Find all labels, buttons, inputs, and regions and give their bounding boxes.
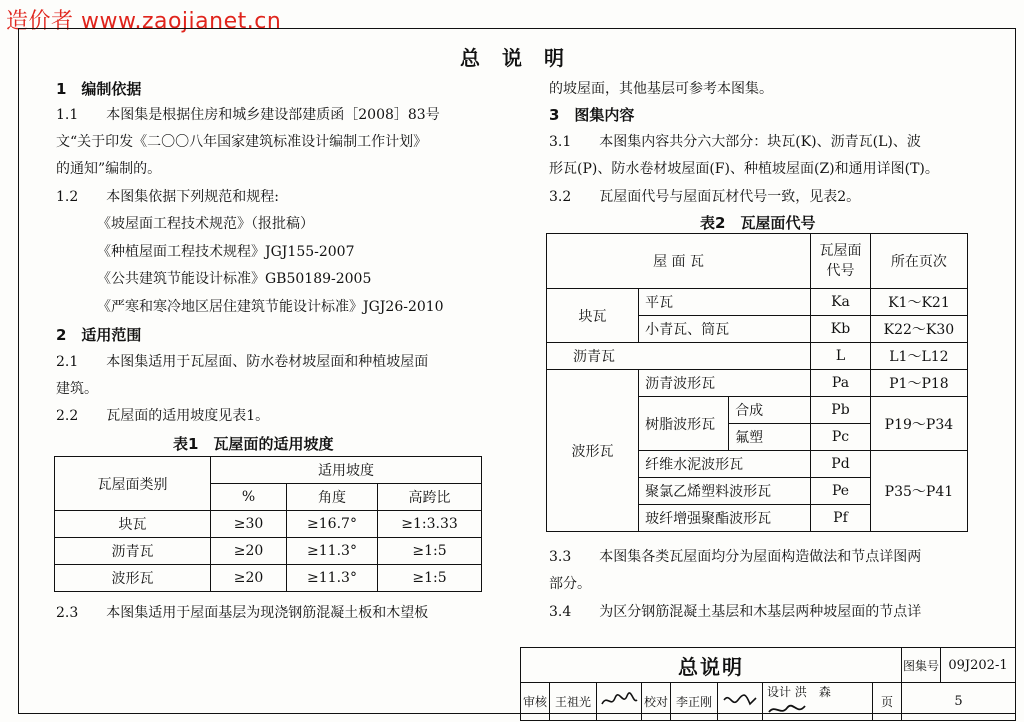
standard-1: 《坡屋面工程技术规范》（报批稿） bbox=[97, 216, 314, 232]
t2-cell: Kb bbox=[811, 316, 871, 343]
t2-cell: Pa bbox=[811, 370, 871, 397]
para-3-2: 3.2 瓦屋面代号与屋面瓦材代号一致，见表2。 bbox=[549, 189, 861, 205]
para-1-1b: 文“关于印发《二〇〇八年国家建筑标准设计编制工作计划》 bbox=[56, 134, 428, 150]
standard-2: 《种植屋面工程技术规程》JGJ155-2007 bbox=[97, 244, 355, 260]
tb-page-label: 页 bbox=[873, 683, 902, 721]
para-cont: 的坡屋面，其他基层可参考本图集。 bbox=[549, 81, 773, 97]
t1-cell: ≥30 bbox=[211, 511, 287, 538]
tb-design-label: 设计 bbox=[767, 685, 792, 699]
table-row bbox=[55, 565, 482, 592]
t2-cell: K1～K21 bbox=[870, 289, 967, 316]
table1 bbox=[54, 456, 482, 592]
tb-check-signature bbox=[718, 683, 763, 721]
t2-head-code-2: 代号 bbox=[826, 263, 855, 279]
t2-cell: Pc bbox=[811, 424, 871, 451]
t1-cell: ≥1:3.33 bbox=[378, 511, 482, 538]
tb-design-name: 洪 森 bbox=[794, 685, 831, 699]
t1-cell: ≥20 bbox=[211, 565, 287, 592]
t2-cell: 纤维水泥波形瓦 bbox=[639, 451, 811, 478]
para-3-3a: 3.3 本图集各类瓦屋面均分为屋面构造做法和节点详图两 bbox=[549, 549, 922, 565]
table-row bbox=[547, 370, 968, 397]
t2-cell: 小青瓦、筒瓦 bbox=[639, 316, 811, 343]
t1-cell: 沥青瓦 bbox=[55, 538, 211, 565]
signature-icon bbox=[720, 690, 760, 710]
tb-check-label: 校对 bbox=[642, 683, 671, 721]
t2-cell: 氟塑 bbox=[729, 424, 811, 451]
tb-check-name: 李正刚 bbox=[671, 683, 718, 721]
signature-icon bbox=[767, 700, 807, 720]
t2-cell: K22～K30 bbox=[870, 316, 967, 343]
t1-head-type: 瓦屋面类别 bbox=[55, 457, 211, 511]
table-row bbox=[55, 538, 482, 565]
t2-cell-other-pages: P35～P41 bbox=[870, 451, 967, 532]
t2-cell-resin: 树脂波形瓦 bbox=[639, 397, 729, 451]
t2-head-code-1: 瓦屋面 bbox=[819, 243, 862, 259]
para-3-3b: 部分。 bbox=[549, 576, 591, 592]
standard-3: 《公共建筑节能设计标准》GB50189-2005 bbox=[97, 271, 372, 287]
para-3-1b: 形瓦(P)、防水卷材坡屋面(F)、种植坡屋面(Z)和通用详图(T)。 bbox=[549, 161, 939, 177]
t1-head-ratio: 高跨比 bbox=[378, 484, 482, 511]
t2-cell: Pe bbox=[811, 478, 871, 505]
title-block-table bbox=[520, 647, 1016, 721]
tb-drawing-name: 总说明 bbox=[521, 648, 902, 683]
t2-head-tile: 屋 面 瓦 bbox=[547, 234, 811, 289]
para-2-2: 2.2 瓦屋面的适用坡度见表1。 bbox=[56, 408, 270, 424]
heading-scope: 2 适用范围 bbox=[56, 326, 142, 344]
table1-caption: 表1 瓦屋面的适用坡度 bbox=[173, 435, 334, 453]
t2-cell: L bbox=[811, 343, 871, 370]
t1-cell: ≥11.3° bbox=[287, 538, 378, 565]
t2-cell: 玻纤增强聚酯波形瓦 bbox=[639, 505, 811, 532]
para-2-3: 2.3 本图集适用于屋面基层为现浇钢筋混凝土板和木望板 bbox=[56, 605, 429, 621]
table2 bbox=[546, 233, 968, 532]
t2-cell: Pb bbox=[811, 397, 871, 424]
title-block bbox=[520, 647, 1016, 714]
tb-atlas-no: 09J202-1 bbox=[941, 648, 1016, 683]
watermark: 造价者 www.zaojianet.cn bbox=[6, 9, 282, 34]
para-1-2: 1.2 本图集依据下列规范和规程: bbox=[56, 189, 279, 205]
tb-page-no: 5 bbox=[902, 683, 1016, 721]
t1-head-angle: 角度 bbox=[287, 484, 378, 511]
table-row bbox=[547, 289, 968, 316]
para-2-1a: 2.1 本图集适用于瓦屋面、防水卷材坡屋面和种植坡屋面 bbox=[56, 354, 429, 370]
para-3-4: 3.4 为区分钢筋混凝土基层和木基层两种坡屋面的节点详 bbox=[549, 604, 922, 620]
para-2-1b: 建筑。 bbox=[56, 381, 98, 397]
signature-icon bbox=[599, 690, 639, 710]
t2-cell: Pf bbox=[811, 505, 871, 532]
t2-cell-wave: 波形瓦 bbox=[547, 370, 639, 532]
para-1-1c: 的通知”编制的。 bbox=[56, 161, 162, 177]
t2-head-pages: 所在页次 bbox=[870, 234, 967, 289]
standard-4: 《严寒和寒冷地区居住建筑节能设计标准》JGJ26-2010 bbox=[97, 299, 444, 315]
tb-review-signature bbox=[597, 683, 642, 721]
t1-cell: ≥20 bbox=[211, 538, 287, 565]
para-1-1a: 1.1 本图集是根据住房和城乡建设部建质函［2008］83号 bbox=[56, 107, 440, 123]
t1-cell: ≥1:5 bbox=[378, 565, 482, 592]
para-3-1a: 3.1 本图集内容共分六大部分：块瓦(K)、沥青瓦(L)、波 bbox=[549, 134, 921, 150]
t2-cell: 合成 bbox=[729, 397, 811, 424]
heading-basis: 1 编制依据 bbox=[56, 80, 142, 98]
t1-cell: 块瓦 bbox=[55, 511, 211, 538]
t1-head-slope: 适用坡度 bbox=[211, 457, 482, 484]
t1-cell: ≥1:5 bbox=[378, 538, 482, 565]
t2-cell: 平瓦 bbox=[639, 289, 811, 316]
t2-cell: Pd bbox=[811, 451, 871, 478]
t1-cell: 波形瓦 bbox=[55, 565, 211, 592]
table-row bbox=[55, 511, 482, 538]
page-title: 总说明 bbox=[460, 46, 586, 70]
t2-cell: 沥青瓦 bbox=[547, 343, 811, 370]
t1-head-pct: % bbox=[211, 484, 287, 511]
t2-cell: Ka bbox=[811, 289, 871, 316]
t2-cell: L1～L12 bbox=[870, 343, 967, 370]
tb-review-label: 审核 bbox=[521, 683, 550, 721]
tb-review-name: 王祖光 bbox=[550, 683, 597, 721]
heading-contents: 3 图集内容 bbox=[549, 106, 635, 124]
tb-atlas-label: 图集号 bbox=[902, 648, 941, 683]
t2-cell-resin-pages: P19～P34 bbox=[870, 397, 967, 451]
t2-cell: 聚氯乙烯塑料波形瓦 bbox=[639, 478, 811, 505]
t1-cell: ≥11.3° bbox=[287, 565, 378, 592]
t2-head-code bbox=[811, 234, 871, 289]
tb-design bbox=[763, 683, 873, 721]
t2-cell: 沥青波形瓦 bbox=[639, 370, 811, 397]
table-row bbox=[547, 343, 968, 370]
t1-cell: ≥16.7° bbox=[287, 511, 378, 538]
table2-caption: 表2 瓦屋面代号 bbox=[700, 214, 816, 232]
t2-cell: P1～P18 bbox=[870, 370, 967, 397]
t2-cell-block: 块瓦 bbox=[547, 289, 639, 343]
